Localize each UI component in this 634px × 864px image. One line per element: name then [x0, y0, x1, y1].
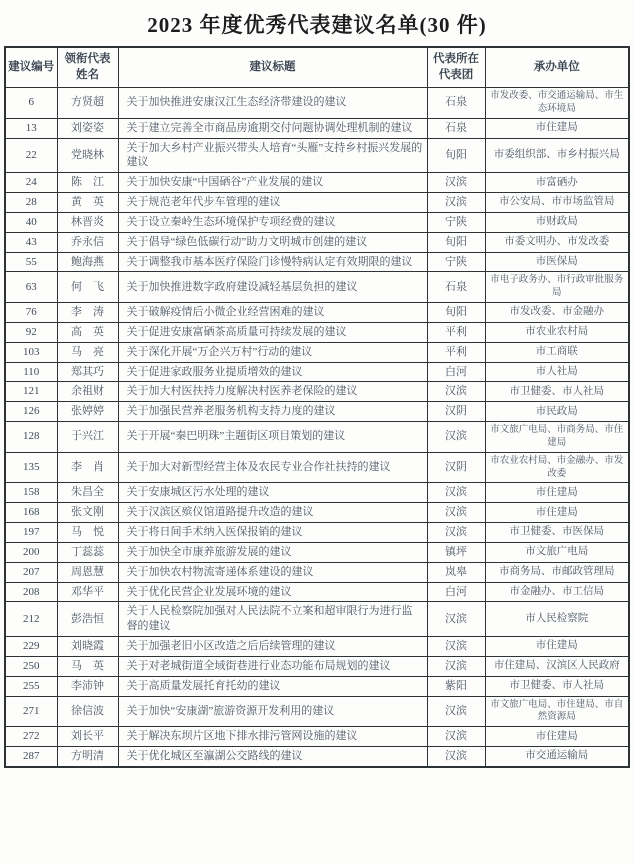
cell-delegation: 汉滨: [427, 523, 485, 543]
table-row: [5, 173, 629, 193]
cell-representative: 刘晓霞: [57, 637, 118, 657]
table-row: [5, 382, 629, 402]
cell-suggestion-id: 250: [5, 656, 57, 676]
cell-suggestion-id: 103: [5, 342, 57, 362]
cell-representative: 鲍海燕: [57, 252, 118, 272]
cell-unit: 市农业农村局: [485, 322, 629, 342]
cell-delegation: 紫阳: [427, 676, 485, 696]
cell-suggestion-id: 40: [5, 212, 57, 232]
cell-suggestion-id: 271: [5, 696, 57, 727]
cell-representative: 邓华平: [57, 582, 118, 602]
cell-unit: 市金融办、市工信局: [485, 582, 629, 602]
cell-title: 关于对老城街道全域街巷进行业态功能布局规划的建议: [118, 656, 427, 676]
cell-title: 关于安康城区污水处理的建议: [118, 483, 427, 503]
cell-unit: 市医保局: [485, 252, 629, 272]
cell-representative: 李沛钟: [57, 676, 118, 696]
cell-suggestion-id: 207: [5, 562, 57, 582]
cell-title: 关于优化城区至瀛湖公交路线的建议: [118, 747, 427, 767]
table-row: [5, 402, 629, 422]
table-row: [5, 727, 629, 747]
table-header-row: [5, 47, 629, 88]
cell-delegation: 汉阴: [427, 452, 485, 483]
cell-delegation: 旬阳: [427, 138, 485, 173]
cell-representative: 乔永信: [57, 232, 118, 252]
cell-unit: 市住建局: [485, 483, 629, 503]
cell-delegation: 汉滨: [427, 422, 485, 453]
cell-title: 关于调整我市基本医疗保险门诊慢特病认定有效期限的建议: [118, 252, 427, 272]
cell-title: 关于促进家政服务业提质增效的建议: [118, 362, 427, 382]
cell-unit: 市卫健委、市人社局: [485, 382, 629, 402]
cell-suggestion-id: 13: [5, 118, 57, 138]
table-row: [5, 483, 629, 503]
cell-delegation: 汉滨: [427, 656, 485, 676]
cell-representative: 何 飞: [57, 272, 118, 303]
cell-representative: 林晋炎: [57, 212, 118, 232]
cell-title: 关于加强老旧小区改造之后后续管理的建议: [118, 637, 427, 657]
cell-title: 关于设立秦岭生态环境保护专项经费的建议: [118, 212, 427, 232]
cell-representative: 刘姿姿: [57, 118, 118, 138]
cell-delegation: 汉阴: [427, 402, 485, 422]
cell-representative: 陈 江: [57, 173, 118, 193]
cell-unit: 市委组织部、市乡村振兴局: [485, 138, 629, 173]
cell-title: 关于促进安康富硒茶高质量可持续发展的建议: [118, 322, 427, 342]
suggestions-table: [4, 46, 630, 768]
table-row: [5, 193, 629, 213]
cell-representative: 李 涛: [57, 303, 118, 323]
cell-delegation: 平利: [427, 342, 485, 362]
column-header-name: 领衔代表姓名: [57, 47, 118, 88]
cell-unit: 市住建局: [485, 503, 629, 523]
table-row: [5, 272, 629, 303]
cell-suggestion-id: 92: [5, 322, 57, 342]
cell-delegation: 旬阳: [427, 232, 485, 252]
cell-delegation: 石泉: [427, 88, 485, 119]
cell-suggestion-id: 208: [5, 582, 57, 602]
cell-unit: 市委文明办、市发改委: [485, 232, 629, 252]
cell-delegation: 平利: [427, 322, 485, 342]
cell-representative: 于兴江: [57, 422, 118, 453]
cell-title: 关于汉滨区殡仪馆道路提升改造的建议: [118, 503, 427, 523]
cell-suggestion-id: 63: [5, 272, 57, 303]
table-row: [5, 303, 629, 323]
cell-title: 关于倡导“绿色低碳行动”助力文明城市创建的建议: [118, 232, 427, 252]
cell-suggestion-id: 55: [5, 252, 57, 272]
cell-suggestion-id: 110: [5, 362, 57, 382]
cell-title: 关于加快安康“中国硒谷”产业发展的建议: [118, 173, 427, 193]
cell-delegation: 石泉: [427, 118, 485, 138]
cell-representative: 李 肖: [57, 452, 118, 483]
cell-representative: 马 英: [57, 656, 118, 676]
cell-delegation: 岚皋: [427, 562, 485, 582]
cell-representative: 徐信波: [57, 696, 118, 727]
column-header-unit: 承办单位: [485, 47, 629, 88]
cell-title: 关于将日间手术纳入医保报销的建议: [118, 523, 427, 543]
column-header-title: 建议标题: [118, 47, 427, 88]
page-title: 2023 年度优秀代表建议名单(30 件): [147, 13, 487, 37]
cell-suggestion-id: 28: [5, 193, 57, 213]
cell-suggestion-id: 168: [5, 503, 57, 523]
cell-delegation: 汉滨: [427, 173, 485, 193]
cell-representative: 郑其巧: [57, 362, 118, 382]
cell-title: 关于加快“安康湖”旅游资源开发利用的建议: [118, 696, 427, 727]
table-body: [5, 88, 629, 767]
table-row: [5, 582, 629, 602]
cell-suggestion-id: 24: [5, 173, 57, 193]
table-row: [5, 322, 629, 342]
cell-title: 关于加强民营养老服务机构支持力度的建议: [118, 402, 427, 422]
cell-suggestion-id: 197: [5, 523, 57, 543]
cell-title: 关于破解疫情后小微企业经营困难的建议: [118, 303, 427, 323]
cell-title: 关于人民检察院加强对人民法院不立案和超审限行为进行监督的建议: [118, 602, 427, 637]
table-row: [5, 452, 629, 483]
cell-title: 关于高质量发展托育托幼的建议: [118, 676, 427, 696]
cell-representative: 彭浩恒: [57, 602, 118, 637]
cell-unit: 市住建局: [485, 727, 629, 747]
cell-unit: 市工商联: [485, 342, 629, 362]
cell-representative: 黄 英: [57, 193, 118, 213]
cell-unit: 市农业农村局、市金融办、市发改委: [485, 452, 629, 483]
cell-suggestion-id: 158: [5, 483, 57, 503]
cell-representative: 党晓林: [57, 138, 118, 173]
table-row: [5, 232, 629, 252]
cell-delegation: 石泉: [427, 272, 485, 303]
cell-delegation: 汉滨: [427, 747, 485, 767]
cell-representative: 周恩慧: [57, 562, 118, 582]
cell-unit: 市发改委、市金融办: [485, 303, 629, 323]
cell-delegation: 汉滨: [427, 193, 485, 213]
table-row: [5, 138, 629, 173]
cell-unit: 市住建局、汉滨区人民政府: [485, 656, 629, 676]
cell-delegation: 旬阳: [427, 303, 485, 323]
cell-title: 关于解决东坝片区地下排水排污管网设施的建议: [118, 727, 427, 747]
table-row: [5, 212, 629, 232]
cell-title: 关于加快农村物流寄递体系建设的建议: [118, 562, 427, 582]
cell-suggestion-id: 6: [5, 88, 57, 119]
cell-title: 关于加快推进数字政府建设减轻基层负担的建议: [118, 272, 427, 303]
table-row: [5, 602, 629, 637]
cell-representative: 张文刚: [57, 503, 118, 523]
table-row: [5, 362, 629, 382]
table-row: [5, 523, 629, 543]
cell-representative: 马 悦: [57, 523, 118, 543]
cell-suggestion-id: 128: [5, 422, 57, 453]
table-row: [5, 503, 629, 523]
cell-title: 关于加大乡村产业振兴带头人培育“头雁”支持乡村振兴发展的建议: [118, 138, 427, 173]
cell-suggestion-id: 126: [5, 402, 57, 422]
cell-representative: 张婷婷: [57, 402, 118, 422]
cell-delegation: 宁陕: [427, 252, 485, 272]
column-header-id: 建议编号: [5, 47, 57, 88]
cell-unit: 市人民检察院: [485, 602, 629, 637]
cell-representative: 丁蕊蕊: [57, 542, 118, 562]
column-header-delegation: 代表所在代表团: [427, 47, 485, 88]
cell-suggestion-id: 135: [5, 452, 57, 483]
cell-title: 关于加快全市康养旅游发展的建议: [118, 542, 427, 562]
cell-representative: 马 亮: [57, 342, 118, 362]
cell-title: 关于深化开展“万企兴万村”行动的建议: [118, 342, 427, 362]
cell-suggestion-id: 121: [5, 382, 57, 402]
cell-suggestion-id: 22: [5, 138, 57, 173]
cell-unit: 市交通运输局: [485, 747, 629, 767]
table-row: [5, 637, 629, 657]
cell-representative: 方明清: [57, 747, 118, 767]
table-row: [5, 88, 629, 119]
table-row: [5, 118, 629, 138]
cell-representative: 余祖财: [57, 382, 118, 402]
cell-unit: 市电子政务办、市行政审批服务局: [485, 272, 629, 303]
cell-unit: 市文旅广电局: [485, 542, 629, 562]
cell-unit: 市文旅广电局、市商务局、市住建局: [485, 422, 629, 453]
table-row: [5, 542, 629, 562]
cell-representative: 朱昌全: [57, 483, 118, 503]
cell-suggestion-id: 76: [5, 303, 57, 323]
cell-suggestion-id: 43: [5, 232, 57, 252]
cell-title: 关于优化民营企业发展环境的建议: [118, 582, 427, 602]
cell-delegation: 汉滨: [427, 727, 485, 747]
table-row: [5, 422, 629, 453]
cell-delegation: 白河: [427, 582, 485, 602]
table-row: [5, 656, 629, 676]
cell-title: 关于规范老年代步车管理的建议: [118, 193, 427, 213]
cell-unit: 市人社局: [485, 362, 629, 382]
cell-unit: 市民政局: [485, 402, 629, 422]
cell-unit: 市公安局、市市场监管局: [485, 193, 629, 213]
cell-title: 关于建立完善全市商品房逾期交付问题协调处理机制的建议: [118, 118, 427, 138]
cell-delegation: 汉滨: [427, 503, 485, 523]
cell-unit: 市商务局、市邮政管理局: [485, 562, 629, 582]
cell-title: 关于开展“秦巴明珠”主题街区项目策划的建议: [118, 422, 427, 453]
cell-delegation: 镇坪: [427, 542, 485, 562]
cell-suggestion-id: 200: [5, 542, 57, 562]
cell-delegation: 汉滨: [427, 382, 485, 402]
cell-delegation: 汉滨: [427, 483, 485, 503]
table-row: [5, 696, 629, 727]
table-row: [5, 562, 629, 582]
cell-unit: 市财政局: [485, 212, 629, 232]
cell-representative: 高 英: [57, 322, 118, 342]
cell-suggestion-id: 229: [5, 637, 57, 657]
cell-suggestion-id: 272: [5, 727, 57, 747]
cell-title: 关于加大对新型经营主体及农民专业合作社扶持的建议: [118, 452, 427, 483]
cell-suggestion-id: 255: [5, 676, 57, 696]
table-row: [5, 252, 629, 272]
cell-unit: 市发改委、市交通运输局、市生态环境局: [485, 88, 629, 119]
table-row: [5, 676, 629, 696]
cell-suggestion-id: 287: [5, 747, 57, 767]
cell-representative: 方贤超: [57, 88, 118, 119]
cell-suggestion-id: 212: [5, 602, 57, 637]
cell-delegation: 汉滨: [427, 637, 485, 657]
table-row: [5, 747, 629, 767]
cell-unit: 市住建局: [485, 637, 629, 657]
cell-title: 关于加大村医扶持力度解决村医养老保险的建议: [118, 382, 427, 402]
cell-unit: 市富硒办: [485, 173, 629, 193]
cell-unit: 市住建局: [485, 118, 629, 138]
cell-delegation: 汉滨: [427, 696, 485, 727]
table-row: [5, 342, 629, 362]
cell-unit: 市文旅广电局、市住建局、市自然资源局: [485, 696, 629, 727]
cell-delegation: 宁陕: [427, 212, 485, 232]
cell-unit: 市卫健委、市医保局: [485, 523, 629, 543]
cell-representative: 刘长平: [57, 727, 118, 747]
cell-delegation: 白河: [427, 362, 485, 382]
cell-unit: 市卫健委、市人社局: [485, 676, 629, 696]
cell-delegation: 汉滨: [427, 602, 485, 637]
cell-title: 关于加快推进安康汉江生态经济带建设的建议: [118, 88, 427, 119]
